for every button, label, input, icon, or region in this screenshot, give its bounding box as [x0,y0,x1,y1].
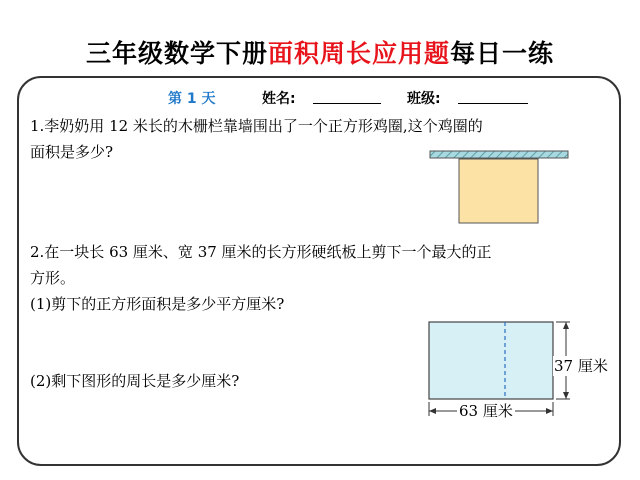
title-part-1: 三年级数学下册 [85,39,268,68]
q2-sub-1: (1)剪下的正方形面积是多少平方厘米? [30,295,285,313]
name-label: 姓名: [262,91,296,107]
length-dim-arrow-left [429,408,436,414]
q1-line-1: 1.李奶奶用 12 米长的木栅栏靠墙围出了一个正方形鸡圈,这个鸡圈的 [30,117,483,135]
q2-line-1: 2.在一块长 63 厘米、宽 37 厘米的长方形硬纸板上剪下一个最大的正 [30,243,492,261]
q2-line-2: 方形。 [30,269,76,287]
width-dim-arrow-bottom [563,392,569,399]
day-label: 第 1 天 [168,91,216,107]
q2-sub-2: (2)剩下图形的周长是多少厘米? [30,372,240,390]
title-part-2: 面积周长应用题 [267,39,450,68]
width-dim-arrow-top [563,322,569,329]
class-label: 班级: [407,91,441,107]
length-label: 63 厘米 [459,402,513,420]
wall-hatched [430,151,568,158]
q1-line-2: 面积是多少? [30,143,114,161]
length-dim-arrow-right [546,408,553,414]
width-label: 37 厘米 [554,357,608,375]
title-part-3: 每日一练 [450,39,555,68]
cardboard-rectangle [429,322,553,399]
chicken-coop-square [459,159,538,223]
